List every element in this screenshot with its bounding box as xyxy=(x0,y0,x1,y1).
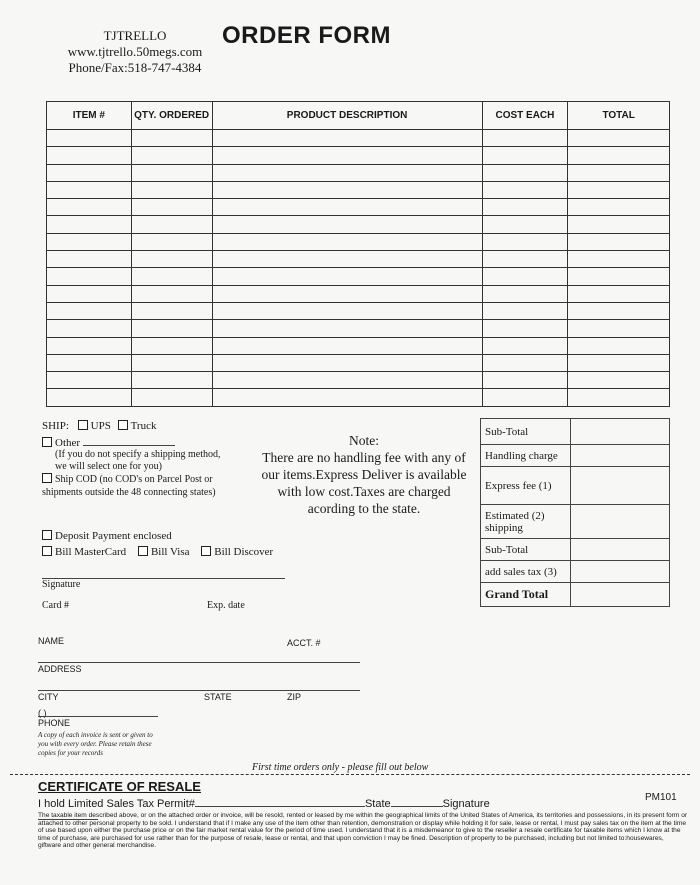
discover-label: Bill Discover xyxy=(214,546,274,558)
total-cell[interactable] xyxy=(568,285,670,302)
table-row xyxy=(47,216,670,233)
order-items-table xyxy=(46,101,670,407)
header-qty: QTY. ORDERED xyxy=(131,102,212,130)
total-cell[interactable] xyxy=(568,268,670,285)
qty-cell[interactable] xyxy=(131,233,212,250)
express-fee-field[interactable] xyxy=(570,467,669,505)
item-cell[interactable] xyxy=(47,320,132,337)
mastercard-checkbox[interactable] xyxy=(42,546,52,556)
total-cell[interactable] xyxy=(568,372,670,389)
total-cell[interactable] xyxy=(568,216,670,233)
other-note-line-1: (If you do not specify a shipping method, xyxy=(55,449,221,460)
qty-cell[interactable] xyxy=(131,302,212,319)
zip-label: ZIP xyxy=(287,692,302,702)
cost-cell[interactable] xyxy=(482,233,568,250)
sales-tax-field[interactable] xyxy=(570,561,669,583)
other-field[interactable] xyxy=(83,435,175,446)
qty-cell[interactable] xyxy=(131,181,212,198)
subtotal2-label: Sub-Total xyxy=(481,539,571,561)
item-cell[interactable] xyxy=(47,199,132,216)
totals-row xyxy=(481,419,670,445)
truck-checkbox[interactable] xyxy=(118,420,128,430)
total-cell[interactable] xyxy=(568,320,670,337)
city-label: CITY xyxy=(38,692,59,702)
description-cell[interactable] xyxy=(212,199,482,216)
form-code: PM101 xyxy=(645,792,677,803)
exp-date-label: Exp. date xyxy=(207,600,245,611)
total-cell[interactable] xyxy=(568,251,670,268)
company-phone: Phone/Fax:518-747-4384 xyxy=(68,60,202,75)
item-cell[interactable] xyxy=(47,251,132,268)
ship-methods xyxy=(42,420,156,432)
total-cell[interactable] xyxy=(568,164,670,181)
totals-row xyxy=(481,505,670,539)
qty-cell[interactable] xyxy=(131,320,212,337)
cost-cell[interactable] xyxy=(482,199,568,216)
cost-cell[interactable] xyxy=(482,389,568,406)
handling-field[interactable] xyxy=(570,445,669,467)
shipping-estimate-label: Estimated (2) shipping xyxy=(481,505,571,539)
item-cell[interactable] xyxy=(47,337,132,354)
item-cell[interactable] xyxy=(47,302,132,319)
cost-cell[interactable] xyxy=(482,147,568,164)
address-label: ADDRESS xyxy=(38,664,82,674)
qty-cell[interactable] xyxy=(131,337,212,354)
description-cell[interactable] xyxy=(212,216,482,233)
cost-cell[interactable] xyxy=(482,354,568,371)
header-description: PRODUCT DESCRIPTION xyxy=(212,102,482,130)
item-cell[interactable] xyxy=(47,130,132,147)
other-checkbox[interactable] xyxy=(42,437,52,447)
item-cell[interactable] xyxy=(47,268,132,285)
description-cell[interactable] xyxy=(212,285,482,302)
shipping-field[interactable] xyxy=(570,505,669,539)
cod-checkbox[interactable] xyxy=(42,473,52,483)
description-cell[interactable] xyxy=(212,181,482,198)
sales-tax-label: add sales tax (3) xyxy=(481,561,571,583)
item-cell[interactable] xyxy=(47,285,132,302)
cost-cell[interactable] xyxy=(482,181,568,198)
deposit-option xyxy=(42,530,172,542)
table-row xyxy=(47,181,670,198)
permit-field[interactable] xyxy=(195,797,365,807)
acct-label: ACCT. # xyxy=(287,638,321,648)
discover-checkbox[interactable] xyxy=(201,546,211,556)
phone-area-code: ( ) xyxy=(38,708,47,718)
qty-cell[interactable] xyxy=(131,354,212,371)
description-cell[interactable] xyxy=(212,389,482,406)
phone-line[interactable] xyxy=(38,716,158,717)
qty-cell[interactable] xyxy=(131,130,212,147)
ship-label: SHIP: xyxy=(42,420,69,432)
header-cost-each: COST EACH xyxy=(482,102,568,130)
description-cell[interactable] xyxy=(212,354,482,371)
cost-cell[interactable] xyxy=(482,302,568,319)
express-fee-label: Express fee (1) xyxy=(481,467,571,505)
cost-cell[interactable] xyxy=(482,130,568,147)
ups-label: UPS xyxy=(90,420,111,432)
totals-row xyxy=(481,467,670,505)
company-block xyxy=(40,28,230,76)
table-row xyxy=(47,164,670,181)
cost-cell[interactable] xyxy=(482,268,568,285)
item-cell[interactable] xyxy=(47,372,132,389)
note-heading: Note: xyxy=(349,433,379,448)
qty-cell[interactable] xyxy=(131,372,212,389)
totals-row xyxy=(481,539,670,561)
other-label: Other xyxy=(55,437,81,449)
total-cell[interactable] xyxy=(568,199,670,216)
cut-line xyxy=(10,774,690,775)
cost-cell[interactable] xyxy=(482,337,568,354)
cost-cell[interactable] xyxy=(482,216,568,233)
signature-label: Signature xyxy=(42,579,81,590)
table-row xyxy=(47,130,670,147)
table-row xyxy=(47,337,670,354)
description-cell[interactable] xyxy=(212,130,482,147)
certificate-title: CERTIFICATE OF RESALE xyxy=(38,779,201,794)
address-line[interactable] xyxy=(38,690,360,691)
deposit-checkbox[interactable] xyxy=(42,530,52,540)
description-cell[interactable] xyxy=(212,268,482,285)
total-cell[interactable] xyxy=(568,337,670,354)
grand-total-field[interactable] xyxy=(570,583,669,607)
totals-row xyxy=(481,445,670,467)
header-total: TOTAL xyxy=(568,102,670,130)
table-row xyxy=(47,251,670,268)
table-row xyxy=(47,233,670,250)
ship-other xyxy=(42,435,175,449)
description-cell[interactable] xyxy=(212,164,482,181)
item-cell[interactable] xyxy=(47,354,132,371)
shipping-note xyxy=(258,432,470,517)
subtotal-field[interactable] xyxy=(570,419,669,445)
total-cell[interactable] xyxy=(568,147,670,164)
other-note-line-2: we will select one for you) xyxy=(55,461,162,472)
table-row xyxy=(47,320,670,337)
total-cell[interactable] xyxy=(568,181,670,198)
first-time-note: First time orders only - please fill out below xyxy=(252,762,429,773)
qty-cell[interactable] xyxy=(131,285,212,302)
item-cell[interactable] xyxy=(47,216,132,233)
note-body: There are no handling fee with any of our items.Express Deliver is available with low cost.Taxes are charged acording to the state. xyxy=(261,450,467,516)
handling-label: Handling charge xyxy=(481,445,571,467)
qty-cell[interactable] xyxy=(131,164,212,181)
description-cell[interactable] xyxy=(212,147,482,164)
subtotal-label: Sub-Total xyxy=(481,419,571,445)
truck-label: Truck xyxy=(130,420,157,432)
name-label: NAME xyxy=(38,636,65,646)
table-header-row xyxy=(47,102,670,130)
name-line[interactable] xyxy=(38,662,360,663)
resale-legal-text: The taxable item described above, or on the attached order or invoice, will be resold, rented or leased by me within the geographical limits of the United States of America, its territories and possessions, in its present form or attached to other personal property to be sold. I understand that if I make any use of the item other than retention, demonstration or display while holding it for sale, lease or rental, I must pay sales tax on the item at the time of use based upon either the purchase price or on the fair market rental value for the period of time used. I understand that it is a misdemeanor to give to the reseller a resale certificate for taxable items which I know at the time of purchase, are purchased for use rather than for the purpose of resale, lease or rental, and that upon conviction I may be fined. Description of property to be purchased, including but not limited to:housewares, giftware and other general merchandise. xyxy=(38,812,688,849)
totals-row xyxy=(481,583,670,607)
table-row xyxy=(47,147,670,164)
item-cell[interactable] xyxy=(47,164,132,181)
visa-label: Bill Visa xyxy=(150,546,190,558)
qty-cell[interactable] xyxy=(131,251,212,268)
subtotal2-field[interactable] xyxy=(570,539,669,561)
cod-label-2: shipments outside the 48 connecting states) xyxy=(42,487,216,498)
header-item: ITEM # xyxy=(47,102,132,130)
cod-label-1: Ship COD (no COD's on Parcel Post or xyxy=(55,474,213,485)
description-cell[interactable] xyxy=(212,337,482,354)
table-row xyxy=(47,285,670,302)
company-website[interactable]: www.tjtrello.50megs.com xyxy=(67,44,203,59)
permit-signature-label: Signature xyxy=(442,798,490,810)
qty-cell[interactable] xyxy=(131,268,212,285)
totals-table xyxy=(480,418,670,607)
card-number-label: Card # xyxy=(42,600,69,611)
qty-cell[interactable] xyxy=(131,147,212,164)
total-cell[interactable] xyxy=(568,302,670,319)
ship-cod xyxy=(42,473,216,499)
ups-checkbox[interactable] xyxy=(78,420,88,430)
total-cell[interactable] xyxy=(568,233,670,250)
cost-cell[interactable] xyxy=(482,285,568,302)
cost-cell[interactable] xyxy=(482,164,568,181)
description-cell[interactable] xyxy=(212,251,482,268)
total-cell[interactable] xyxy=(568,354,670,371)
grand-total-label: Grand Total xyxy=(481,583,571,607)
form-title: ORDER FORM xyxy=(222,22,391,49)
qty-cell[interactable] xyxy=(131,389,212,406)
permit-state-field[interactable] xyxy=(391,797,443,807)
other-note xyxy=(55,449,221,473)
cost-cell[interactable] xyxy=(482,251,568,268)
description-cell[interactable] xyxy=(212,302,482,319)
table-row xyxy=(47,389,670,406)
item-cell[interactable] xyxy=(47,147,132,164)
total-cell[interactable] xyxy=(568,130,670,147)
qty-cell[interactable] xyxy=(131,216,212,233)
table-row xyxy=(47,354,670,371)
description-cell[interactable] xyxy=(212,372,482,389)
description-cell[interactable] xyxy=(212,320,482,337)
card-options xyxy=(42,546,273,558)
item-cell[interactable] xyxy=(47,389,132,406)
totals-row xyxy=(481,561,670,583)
copy-note: A copy of each invoice is sent or given to you with every order. Please retain these copies for your records xyxy=(38,731,153,757)
item-cell[interactable] xyxy=(47,233,132,250)
permit-label: I hold Limited Sales Tax Permit# xyxy=(38,798,195,810)
cost-cell[interactable] xyxy=(482,372,568,389)
table-row xyxy=(47,302,670,319)
company-name: TJTRELLO xyxy=(103,28,167,43)
permit-state-label: State xyxy=(364,798,391,810)
table-row xyxy=(47,268,670,285)
description-cell[interactable] xyxy=(212,233,482,250)
item-cell[interactable] xyxy=(47,181,132,198)
deposit-label: Deposit Payment enclosed xyxy=(55,530,172,542)
mastercard-label: Bill MasterCard xyxy=(55,546,127,558)
table-row xyxy=(47,372,670,389)
phone-label: PHONE xyxy=(38,718,71,728)
total-cell[interactable] xyxy=(568,389,670,406)
qty-cell[interactable] xyxy=(131,199,212,216)
table-row xyxy=(47,199,670,216)
state-label: STATE xyxy=(204,692,232,702)
visa-checkbox[interactable] xyxy=(138,546,148,556)
cost-cell[interactable] xyxy=(482,320,568,337)
